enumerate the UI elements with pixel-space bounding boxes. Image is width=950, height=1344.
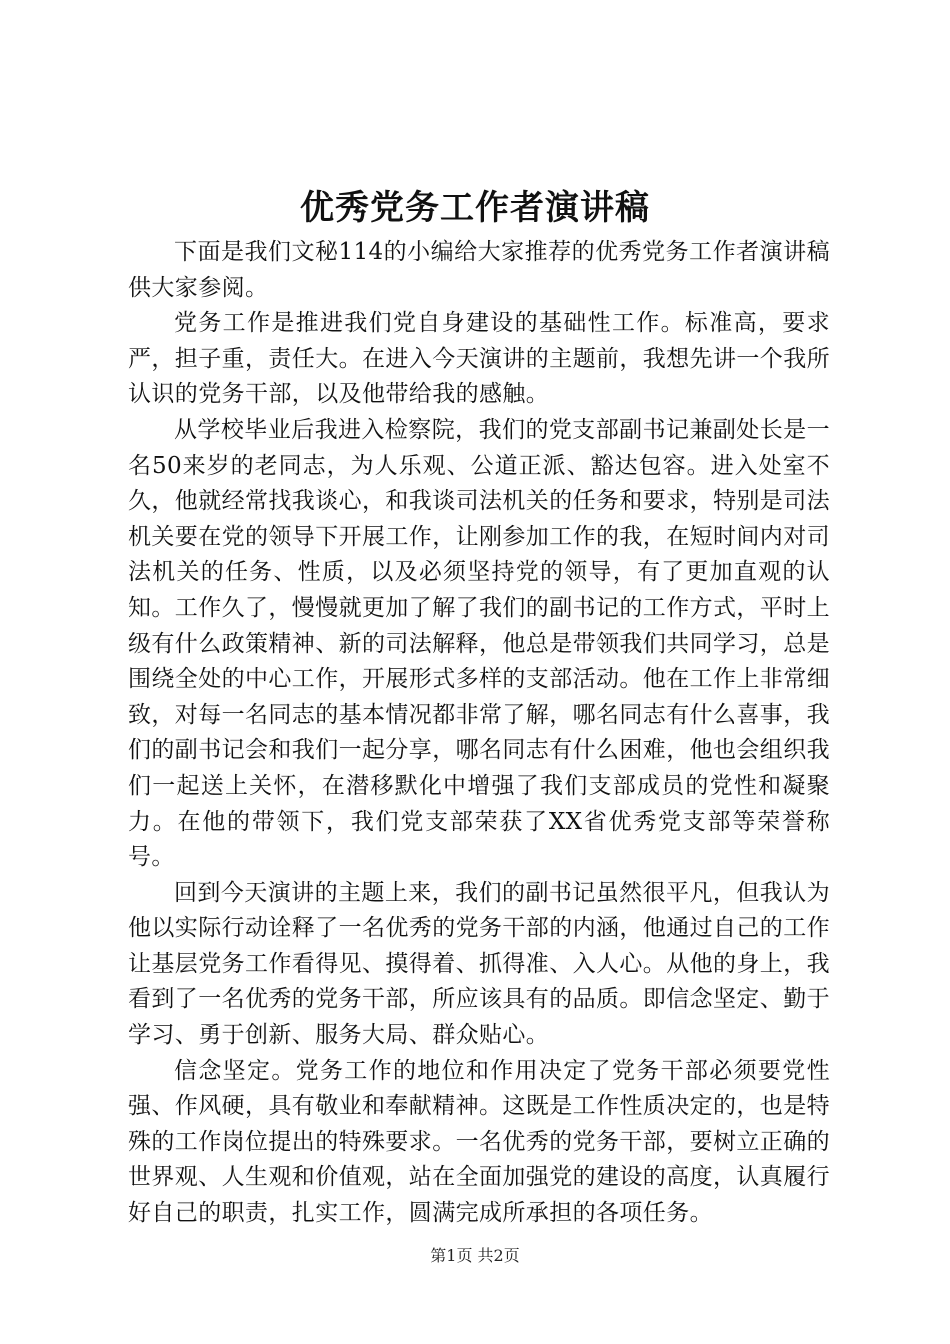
paragraph-opening: 党务工作是推进我们党自身建设的基础性工作。标准高，要求严，担子重，责任大。在进入今天演讲的主题前，我想先讲一个我所认识的党务干部，以及他带给我的感触。	[128, 310, 830, 408]
page-indicator: 第1页 共2页	[430, 1246, 520, 1265]
paragraph-intro: 下面是我们文秘114的小编给大家推荐的优秀党务工作者演讲稿供大家参阅。	[128, 239, 830, 301]
paragraph-story: 从学校毕业后我进入检察院，我们的党支部副书记兼副处长是一名50来岁的老同志，为人乐观、公道正派、豁达包容。进入处室不久，他就经常找我谈心，和我谈司法机关的任务和要求，特别是司法机关要在党的领导下开展工作，让刚参加工作的我，在短时间内对司法机关的任务、性质，以及必须坚持党的领导，有了更加直观的认知。工作久了，慢慢就更加了解了我们的副书记的工作方式，平时上级有什么政策精神、新的司法解释，他总是带领我们共同学习，总是围绕全处的中心工作，开展形式多样的支部活动。他在工作上非常细致，对每一名同志的基本情况都非常了解，哪名同志有什么喜事，我们的副书记会和我们一起分享，哪名同志有什么困难，他也会组织我们一起送上关怀，在潜移默化中增强了我们支部成员的党性和凝聚力。在他的带领下，我们党支部荣获了XX省优秀党支部等荣誉称号。	[128, 416, 830, 871]
paragraph-firm-belief: 信念坚定。党务工作的地位和作用决定了党务干部必须要党性强、作风硬，具有敬业和奉献精神。这既是工作性质决定的，也是特殊的工作岗位提出的特殊要求。一名优秀的党务干部，要树立正确的世界观、人生观和价值观，站在全面加强党的建设的高度，认真履行好自己的职责，扎实工作，圆满完成所承担的各项任务。	[128, 1057, 830, 1227]
paragraph-theme: 回到今天演讲的主题上来，我们的副书记虽然很平凡，但我认为他以实际行动诠释了一名优秀的党务干部的内涵，他通过自己的工作让基层党务工作看得见、摸得着、抓得准、入人心。从他的身上，我看到了一名优秀的党务干部，所应该具有的品质。即信念坚定、勤于学习、勇于创新、服务大局、群众贴心。	[128, 879, 830, 1049]
document-body	[128, 235, 830, 1232]
document-title: 优秀党务工作者演讲稿	[300, 188, 650, 228]
